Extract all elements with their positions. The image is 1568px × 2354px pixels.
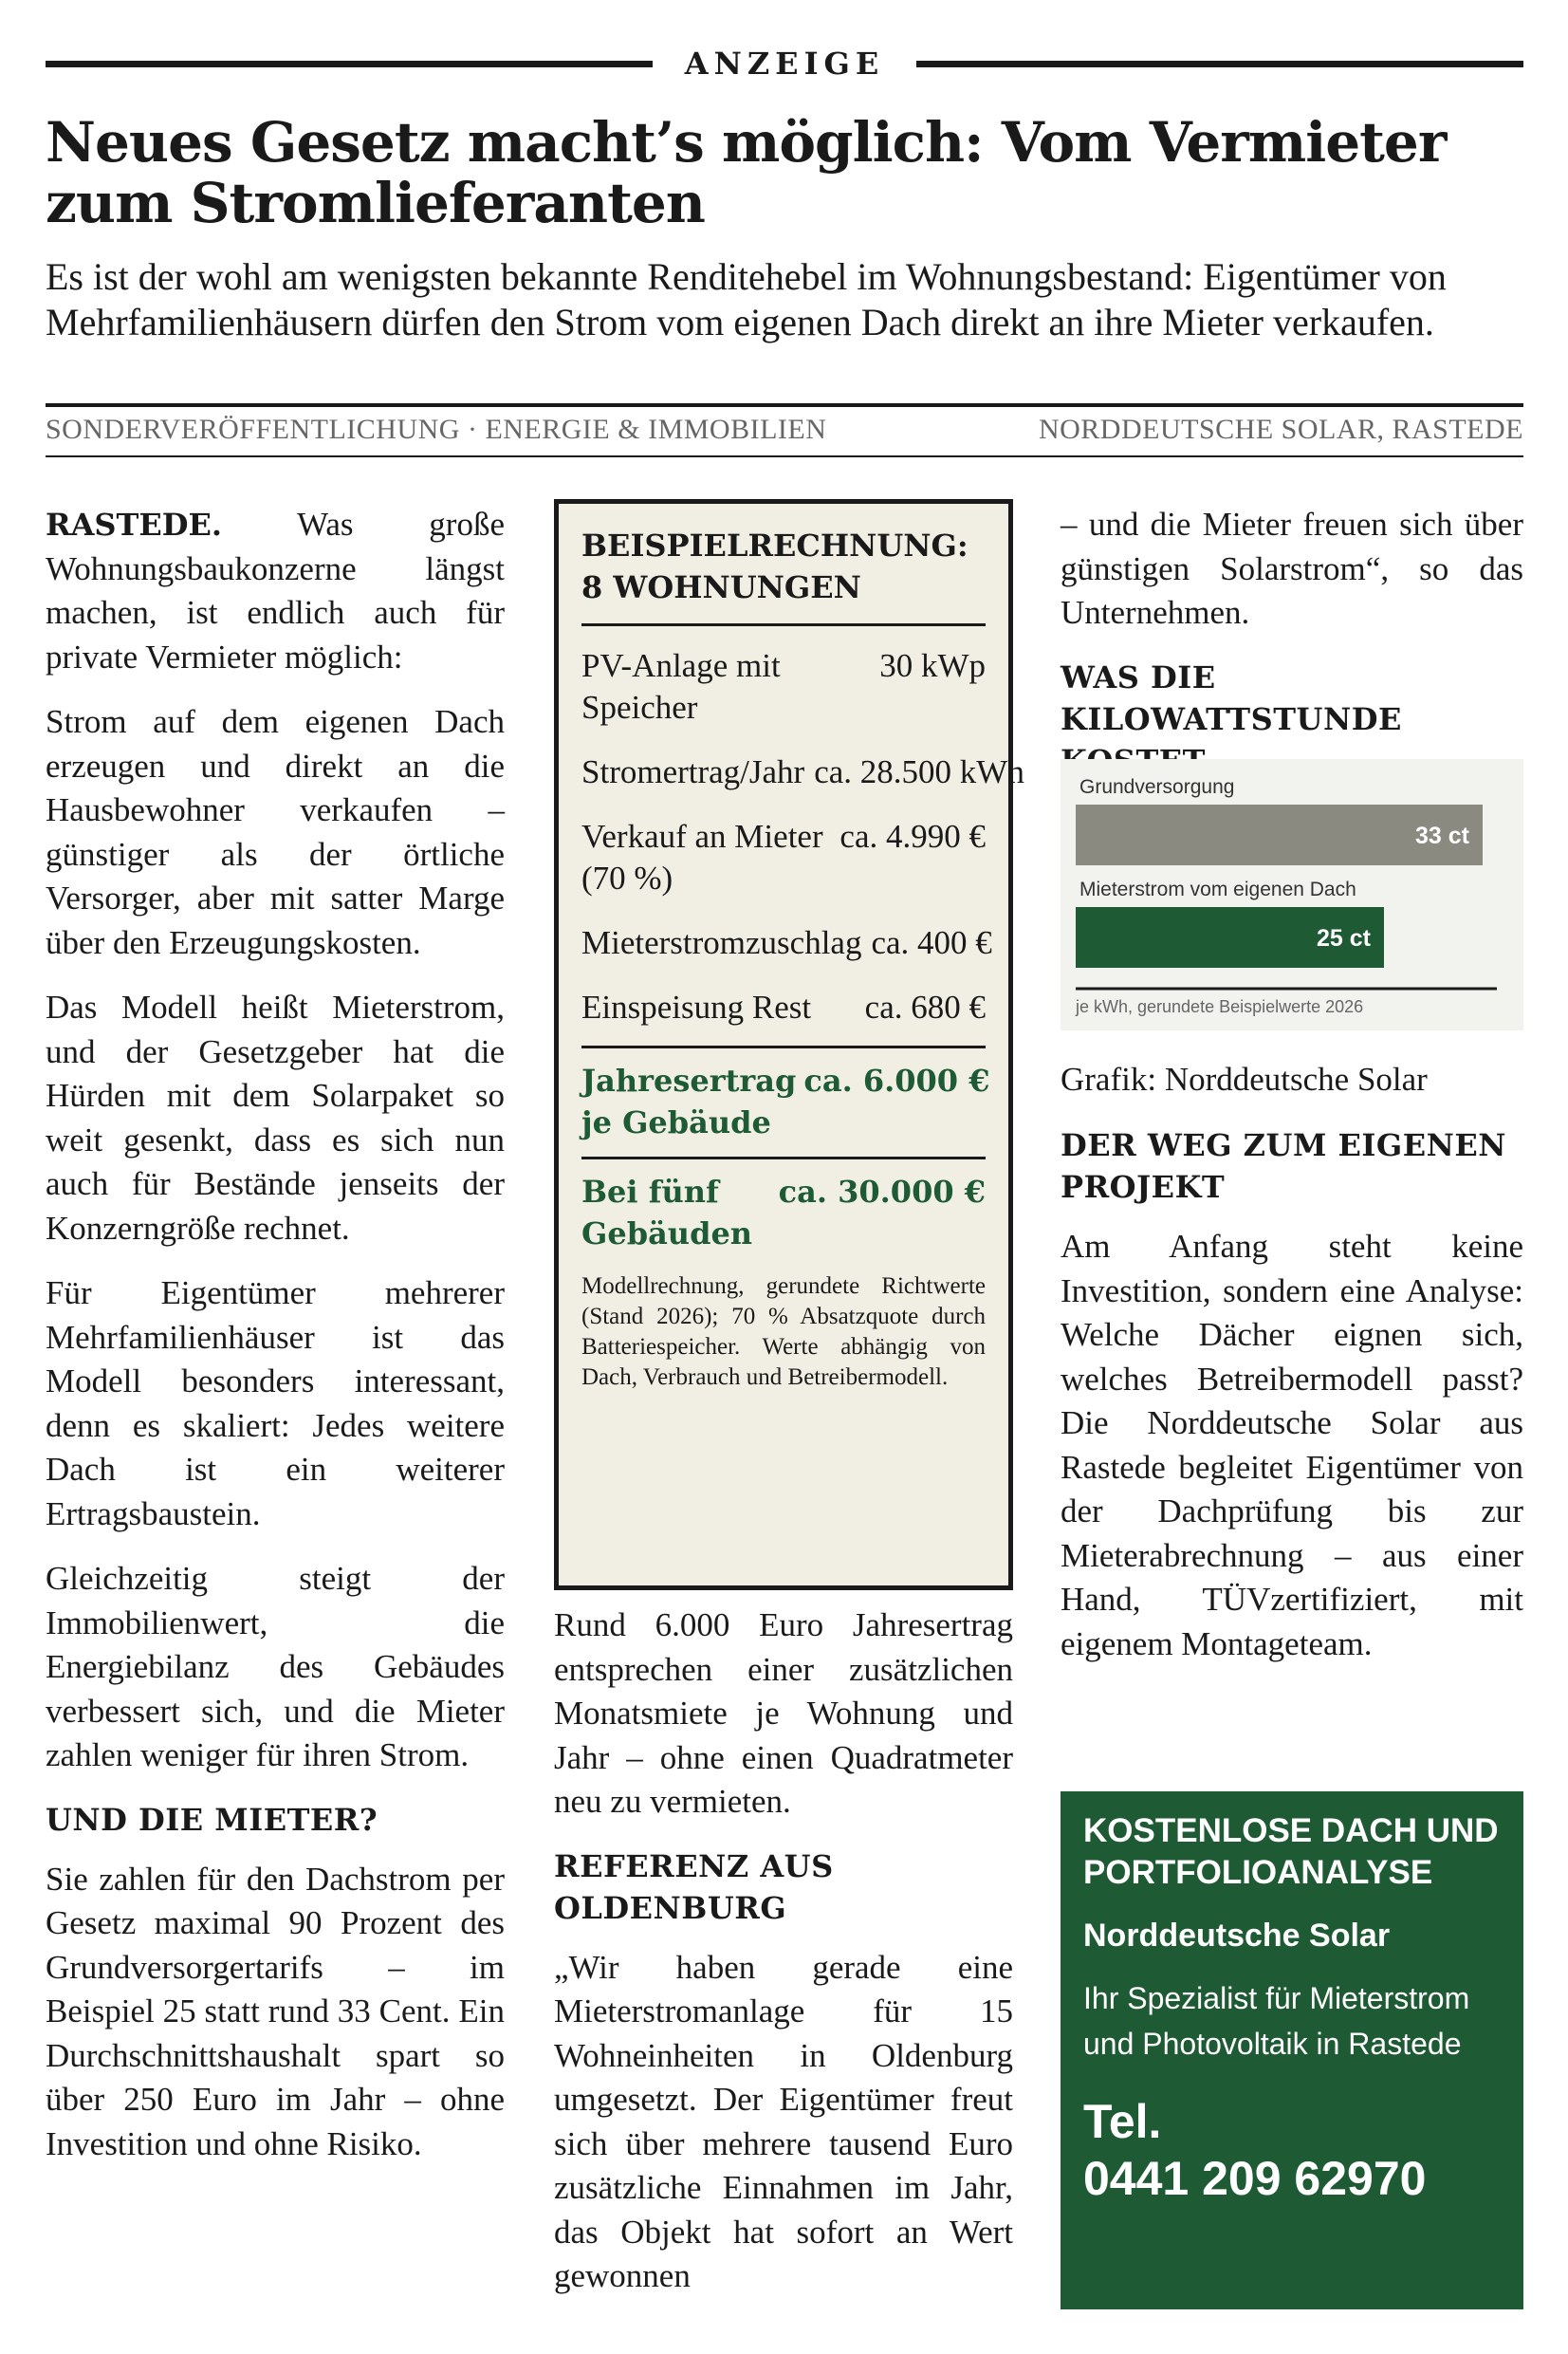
bar-category-label: Grundversorgung — [1079, 776, 1235, 798]
calc-row — [581, 816, 986, 899]
ad-label-row — [46, 46, 1523, 83]
calc-row-value: ca. 28.500 kWh — [814, 753, 1024, 790]
headline: Neues Gesetz macht’s möglich: Vom Vermieter zum Stromlieferanten — [46, 110, 1447, 235]
column-3-lower — [1061, 1124, 1523, 1687]
subheading-referenz: REFERENZ AUS OLDENBURG — [554, 1847, 834, 1926]
paragraph-text: Was große Wohnungsbaukonzerne längst machen, ist endlich auch für private Vermieter möglich: — [46, 506, 505, 676]
column-1 — [46, 503, 505, 2187]
lead-paragraph: Es ist der wohl am wenigsten bekannte Renditehebel im Wohnungsbestand: Eigentümer von Mehrfamilienhäusern dürfen den Strom vom eigenen Dach direkt an ihre Mieter verkaufen. — [46, 255, 1447, 343]
chart-footnote: je kWh, gerundete Beispielwerte 2026 — [1076, 997, 1364, 1016]
calc-row-value: ca. 4.990 € — [839, 818, 986, 855]
calc-row — [581, 645, 986, 729]
phone-label: Tel. — [1083, 2095, 1162, 2148]
paragraph: Das Modell heißt Mieterstrom, und der Gesetzgeber hat die Hürden mit dem Solarpaket so weit gesenkt, dass es sich nun auch für Bestände jenseits der Konzerngröße rechnet. — [46, 989, 505, 1247]
sum-value: ca. 30.000 € — [778, 1174, 986, 1210]
sum-value: ca. 6.000 € — [803, 1063, 990, 1099]
calc-row-label: Einspeisung Rest — [581, 989, 812, 1026]
price-comparison-chart — [1061, 759, 1523, 1030]
meta-section: SONDERVERÖFFENTLICHUNG · ENERGIE & IMMOBILIEN — [46, 414, 827, 445]
meta-publisher: NORDDEUTSCHE SOLAR, RASTEDE — [1038, 414, 1523, 445]
box-title: BEISPIELRECHNUNG: 8 WOHNUNGEN — [581, 525, 986, 626]
subheading-weg: DER WEG ZUM EIGENEN PROJEKT — [1061, 1127, 1506, 1205]
calc-row — [581, 922, 992, 964]
sum-row-per-building — [581, 1046, 990, 1153]
bar-value-label: 25 ct — [1317, 925, 1371, 952]
phone-number: 0441 209 62970 — [1083, 2152, 1427, 2205]
paragraph: „Wir haben gerade eine Mieterstromanlage für 15 Wohneinheiten in Oldenburg umgesetzt. Der Eigentümer freut sich über mehrere tausend Euro zusätzliche Einnahmen im Jahr, das Objekt hat sofort an Wert gewonnen — [554, 1948, 1013, 2294]
paragraph: Gleichzeitig steigt der Immobilienwert, die Energiebilanz des Gebäudes verbessert sich, und die Mieter zahlen weniger für ihren Strom. — [46, 1560, 505, 1773]
sum-label: Bei fünf Gebäuden — [581, 1174, 753, 1251]
phone-block — [1083, 2093, 1501, 2207]
box-footnote: Modellrechnung, gerundete Richtwerte (Stand 2026); 70 % Absatzquote durch Batteriespeicher. Werte abhängig von Dach, Verbrauch und Betreibermodell. — [581, 1273, 986, 1390]
calc-row-value: ca. 400 € — [871, 924, 992, 961]
bar-value-label: 33 ct — [1415, 823, 1469, 849]
paragraph: – und die Mieter freuen sich über günstigen Solarstrom“, so das Unternehmen. — [1061, 506, 1523, 631]
paragraph: Für Eigentümer mehrerer Mehrfamilienhäuser ist das Modell besonders interessant, denn es skaliert: Jedes weitere Dach ist ein weiterer Ertragsbaustein. — [46, 1274, 505, 1532]
calc-row-label: Mieterstromzuschlag — [581, 924, 862, 961]
cta-brand: Norddeutsche Solar — [1083, 1918, 1391, 1954]
meta-rule-top — [46, 403, 1523, 407]
calc-row — [581, 751, 1024, 793]
calc-row-label: Verkauf an Mieter (70 %) — [581, 818, 823, 897]
subheading-kwh: WAS DIE KILOWATTSTUNDE — [1061, 658, 1402, 737]
cta-description: Ihr Spezialist für Mieterstrom und Photovoltaik in Rastede — [1083, 1981, 1470, 2061]
paragraph: Sie zahlen für den Dachstrom per Gesetz maximal 90 Prozent des Grundversorgertarifs – im Beispiel 25 statt rund 33 Cent. Ein Durchschnittshaushalt spart so über 250 Euro im Jahr – ohne Investition und ohne Risiko. — [46, 1860, 505, 2162]
example-calculation-box — [554, 499, 1024, 1590]
paragraph: Rund 6.000 Euro Jahresertrag entsprechen einer zusätzlichen Monatsmiete je Wohnung und Jahr – ohne einen Quadratmeter neu zu vermieten. — [554, 1606, 1013, 1820]
chart-svg — [1061, 759, 1523, 1030]
calc-row — [581, 987, 986, 1029]
contact-box — [1061, 1791, 1523, 2309]
sum-label: Jahresertrag je Gebäude — [581, 1063, 797, 1140]
paragraph — [46, 503, 505, 679]
calc-row-label: PV-Anlage mit Speicher — [581, 647, 781, 726]
cta-heading: KOSTENLOSE DACH UND PORTFOLIOANALYSE — [1083, 1812, 1499, 1891]
dateline: RASTEDE. — [46, 507, 223, 543]
calc-row-label: Stromertrag/Jahr — [581, 753, 805, 790]
calc-row-value: 30 kWp — [879, 647, 986, 684]
bar-category-label: Mieterstrom vom eigenen Dach — [1079, 879, 1356, 900]
paragraph: Am Anfang steht keine Investition, sondern eine Analyse: Welche Dächer eignen sich, welches Betreibermodell passt? Die Norddeutsche Solar aus Rastede begleitet Eigentümer von der Dachprüfung bis zur Mieterabrechnung – aus einer Hand, TÜVzertifiziert, mit eigenem Montageteam. — [1061, 1228, 1523, 1662]
ad-label: ANZEIGE — [46, 46, 1523, 82]
meta-rule-bottom — [46, 455, 1523, 457]
calc-row-value: ca. 680 € — [864, 989, 986, 1026]
chart-credit: Grafik: Norddeutsche Solar — [1061, 1061, 1428, 1098]
sum-row-five-buildings — [581, 1157, 986, 1264]
subheading-mieter: UND DIE MIETER? — [46, 1801, 378, 1838]
meta-line — [46, 414, 1523, 452]
column-3 — [1061, 503, 1523, 799]
column-2 — [554, 1603, 1013, 2320]
paragraph: Strom auf dem eigenen Dach erzeugen und direkt an die Hausbewohner verkaufen – günstiger als der örtliche Versorger, aber mit satter Marge über den Erzeugungskosten. — [46, 703, 505, 961]
